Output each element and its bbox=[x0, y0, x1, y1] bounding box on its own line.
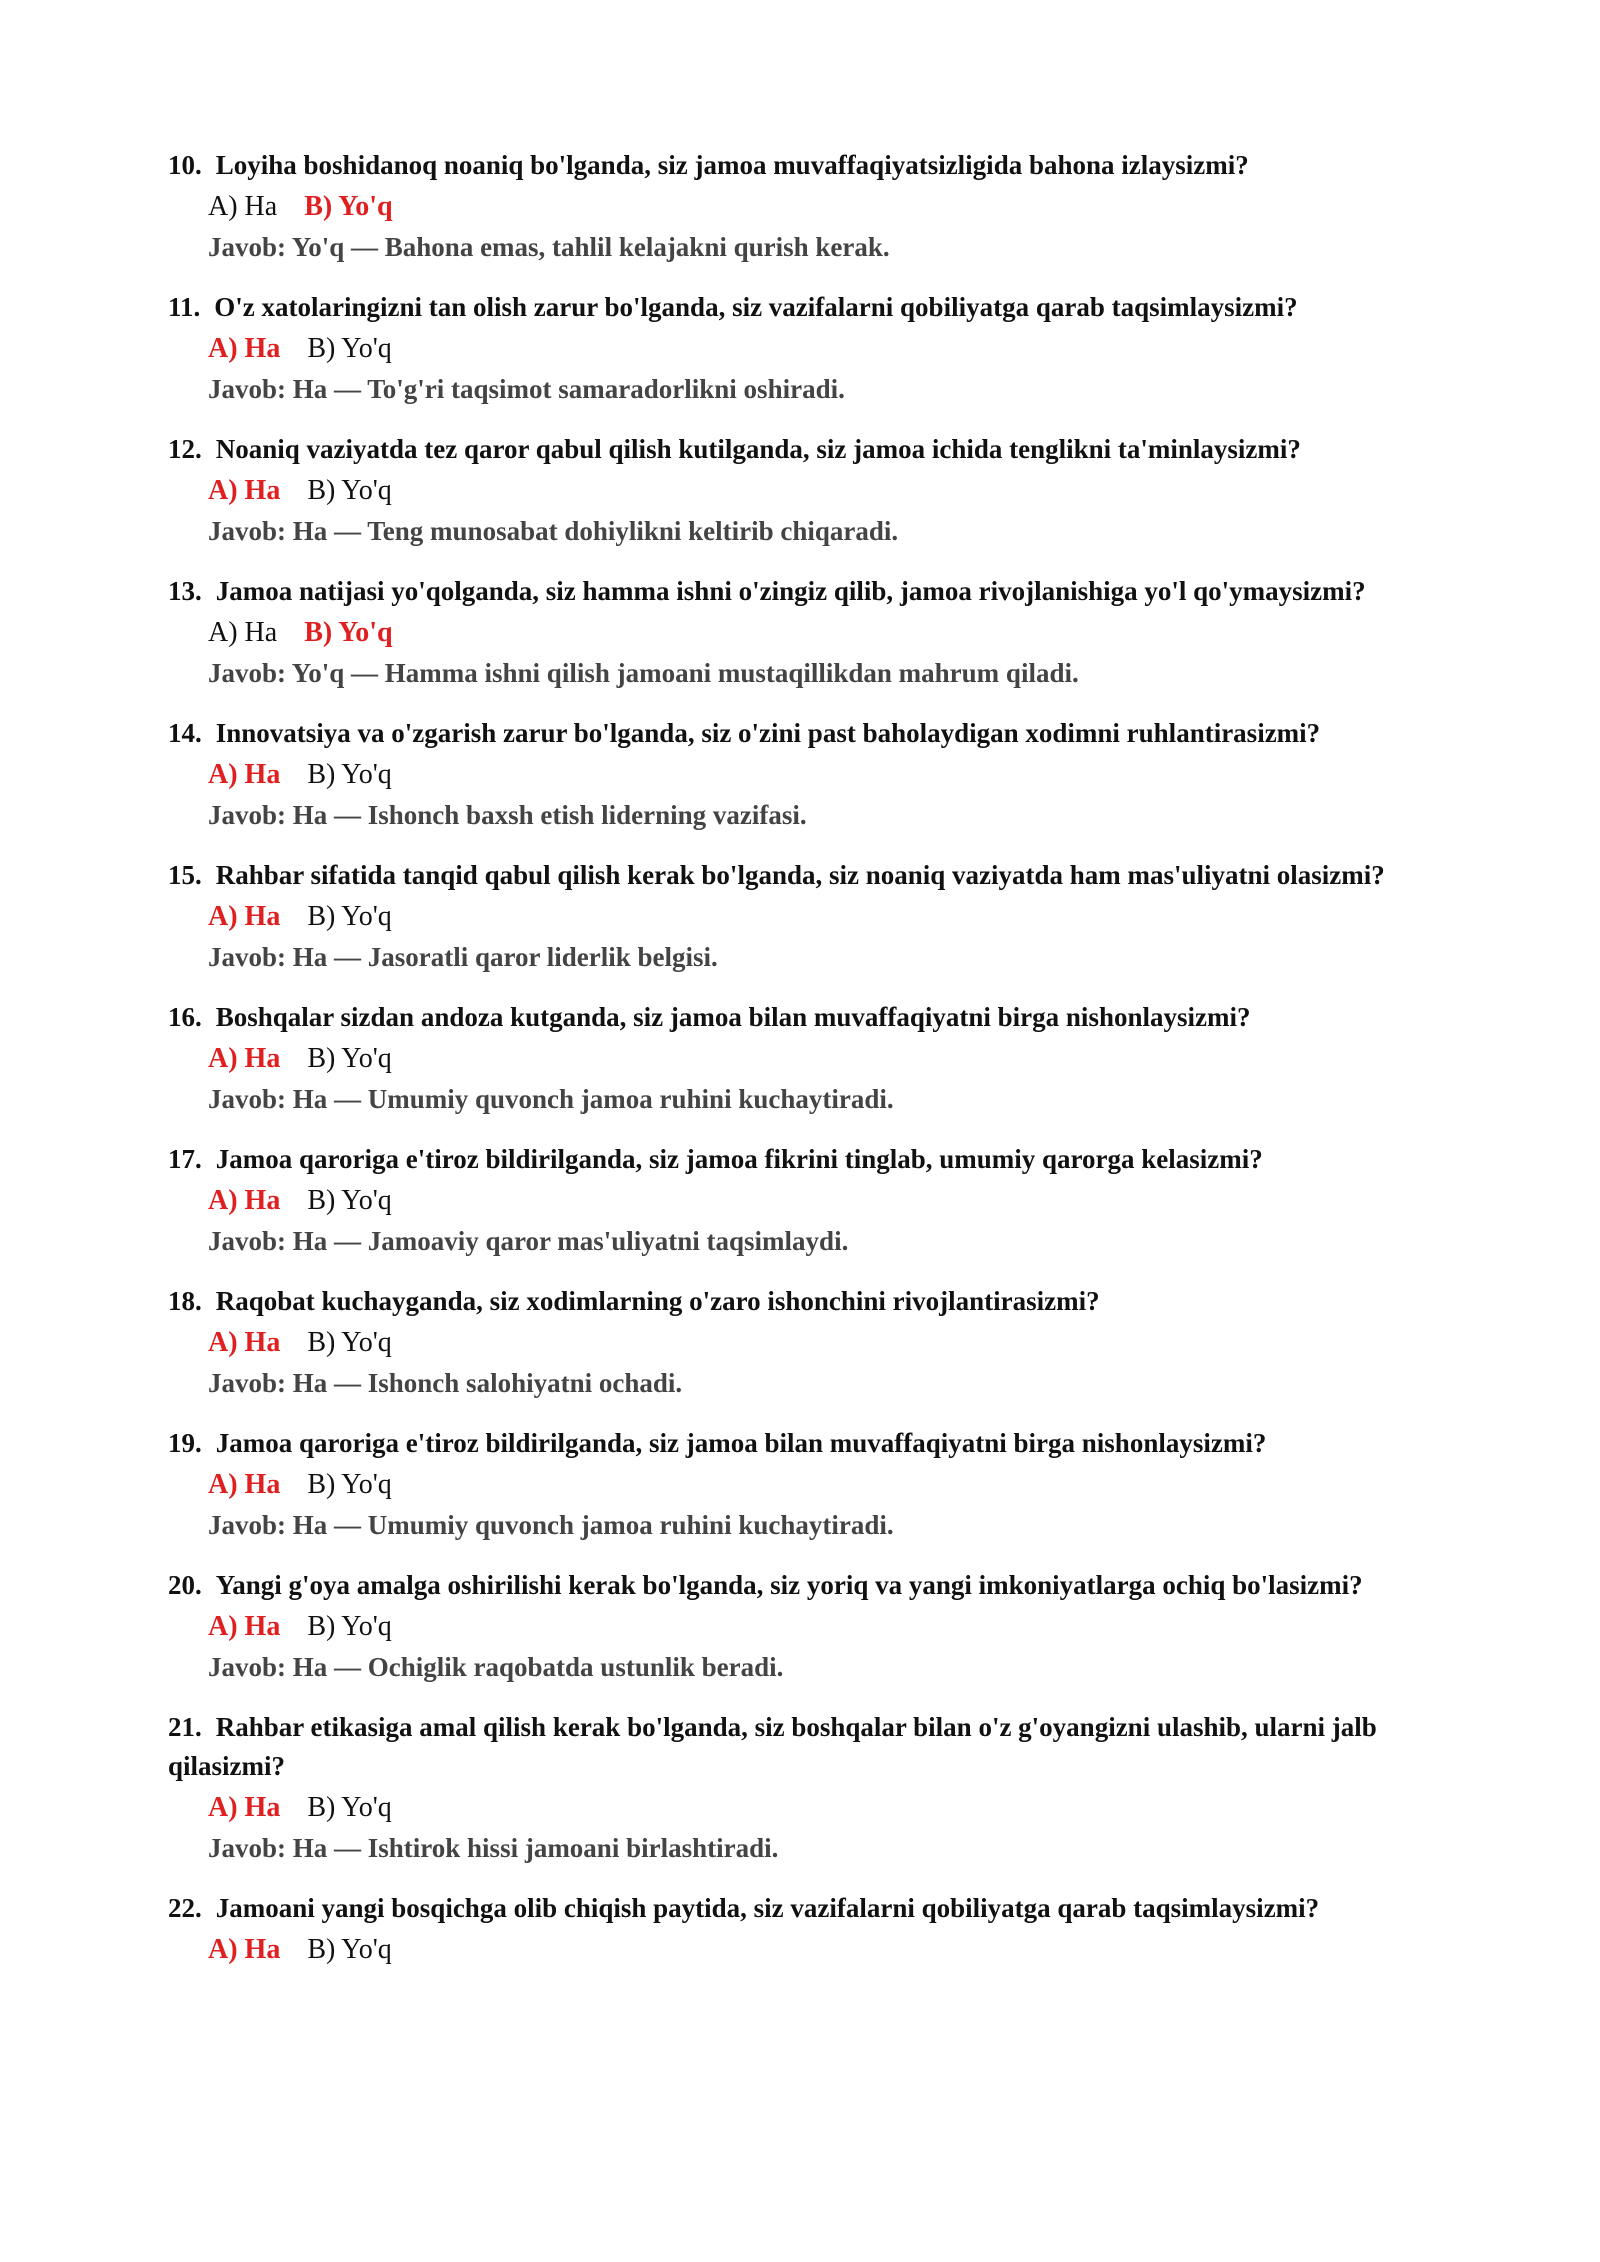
question-text bbox=[168, 288, 1468, 327]
option-a: A) Ha bbox=[208, 191, 278, 222]
option-a: A) Ha bbox=[208, 1792, 281, 1823]
answer-text: Javob: Ha — Jasoratli qaror liderlik belgisi. bbox=[208, 942, 718, 972]
options-row bbox=[168, 612, 1468, 653]
answer-text: Javob: Ha — Jamoaviy qaror mas'uliyatni taqsimlaydi. bbox=[208, 1226, 849, 1256]
question-17 bbox=[168, 1140, 1468, 1262]
option-b: B) Yo'q bbox=[307, 759, 392, 790]
question-body: Jamoa natijasi yo'qolganda, siz hamma ishni o'zingiz qilib, jamoa rivojlanishiga yo'l qo'ymaysizmi? bbox=[215, 576, 1366, 606]
question-body: Loyiha boshidanoq noaniq bo'lganda, siz jamoa muvaffaqiyatsizligida bahona izlaysizmi? bbox=[215, 150, 1249, 180]
answer-text: Javob: Ha — Ishonch baxsh etish liderning vazifasi. bbox=[208, 800, 807, 830]
question-text bbox=[168, 1566, 1468, 1605]
question-body: Jamoa qaroriga e'tiroz bildirilganda, siz jamoa fikrini tinglab, umumiy qarorga kelasizmi? bbox=[215, 1144, 1263, 1174]
option-a: A) Ha bbox=[208, 333, 281, 364]
question-12 bbox=[168, 430, 1468, 552]
question-text bbox=[168, 572, 1468, 611]
option-b: B) Yo'q bbox=[307, 1043, 392, 1074]
question-number: 20. bbox=[168, 1570, 202, 1600]
option-a: A) Ha bbox=[208, 901, 281, 932]
question-body: Rahbar etikasiga amal qilish kerak bo'lganda, siz boshqalar bilan o'z g'oyangizni ulashib, ularni jalb qilasizmi? bbox=[168, 1712, 1377, 1781]
options-row bbox=[168, 1606, 1468, 1647]
option-b: B) Yo'q bbox=[307, 1792, 392, 1823]
question-body: Innovatsiya va o'zgarish zarur bo'lganda, siz o'zini past baholaydigan xodimni ruhlantirasizmi? bbox=[215, 718, 1321, 748]
option-a: A) Ha bbox=[208, 617, 278, 648]
question-text bbox=[168, 1424, 1468, 1463]
options-row bbox=[168, 1322, 1468, 1363]
question-19 bbox=[168, 1424, 1468, 1546]
option-b: B) Yo'q bbox=[307, 333, 392, 364]
answer-text: Javob: Yo'q — Hamma ishni qilish jamoani mustaqillikdan mahrum qiladi. bbox=[208, 658, 1079, 688]
option-b: B) Yo'q bbox=[307, 1185, 392, 1216]
options-row bbox=[168, 1464, 1468, 1505]
question-text bbox=[168, 430, 1468, 469]
option-b: B) Yo'q bbox=[307, 475, 392, 506]
question-number: 12. bbox=[168, 434, 202, 464]
question-number: 17. bbox=[168, 1144, 202, 1174]
option-b: B) Yo'q bbox=[304, 617, 393, 648]
options-row bbox=[168, 754, 1468, 795]
question-number: 10. bbox=[168, 150, 202, 180]
question-21 bbox=[168, 1708, 1468, 1869]
option-b: B) Yo'q bbox=[307, 1611, 392, 1642]
question-body: Rahbar sifatida tanqid qabul qilish kerak bo'lganda, siz noaniq vaziyatda ham mas'uliyatni olasizmi? bbox=[215, 860, 1385, 890]
options-row bbox=[168, 896, 1468, 937]
options-row bbox=[168, 328, 1468, 369]
question-body: Boshqalar sizdan andoza kutganda, siz jamoa bilan muvaffaqiyatni birga nishonlaysizmi? bbox=[215, 1002, 1251, 1032]
answer-text: Javob: Ha — Ishonch salohiyatni ochadi. bbox=[208, 1368, 683, 1398]
option-a: A) Ha bbox=[208, 475, 281, 506]
answer-text: Javob: Yo'q — Bahona emas, tahlil kelajakni qurish kerak. bbox=[208, 232, 890, 262]
question-body: O'z xatolaringizni tan olish zarur bo'lganda, siz vazifalarni qobiliyatga qarab taqsimlaysizmi? bbox=[214, 292, 1298, 322]
option-b: B) Yo'q bbox=[307, 1327, 392, 1358]
question-10 bbox=[168, 146, 1468, 268]
options-row bbox=[168, 470, 1468, 511]
question-11 bbox=[168, 288, 1468, 410]
question-number: 15. bbox=[168, 860, 202, 890]
question-number: 14. bbox=[168, 718, 202, 748]
options-row bbox=[168, 1180, 1468, 1221]
question-body: Jamoa qaroriga e'tiroz bildirilganda, siz jamoa bilan muvaffaqiyatni birga nishonlaysizmi? bbox=[215, 1428, 1267, 1458]
option-b: B) Yo'q bbox=[307, 1934, 392, 1965]
question-15 bbox=[168, 856, 1468, 978]
answer-text: Javob: Ha — Teng munosabat dohiylikni keltirib chiqaradi. bbox=[208, 516, 899, 546]
question-text bbox=[168, 1708, 1468, 1786]
question-number: 21. bbox=[168, 1712, 202, 1742]
question-number: 11. bbox=[168, 292, 201, 322]
answer-text: Javob: Ha — Umumiy quvonch jamoa ruhini kuchaytiradi. bbox=[208, 1084, 894, 1114]
options-row bbox=[168, 1038, 1468, 1079]
question-text bbox=[168, 714, 1468, 753]
option-b: B) Yo'q bbox=[307, 1469, 392, 1500]
question-18 bbox=[168, 1282, 1468, 1404]
question-body: Yangi g'oya amalga oshirilishi kerak bo'lganda, siz yoriq va yangi imkoniyatlarga ochiq bo'lasizmi? bbox=[215, 1570, 1363, 1600]
question-number: 22. bbox=[168, 1893, 202, 1923]
question-number: 19. bbox=[168, 1428, 202, 1458]
question-20 bbox=[168, 1566, 1468, 1688]
document-page bbox=[168, 146, 1468, 1990]
question-22 bbox=[168, 1889, 1468, 1970]
question-text bbox=[168, 856, 1468, 895]
question-number: 13. bbox=[168, 576, 202, 606]
option-b: B) Yo'q bbox=[304, 191, 393, 222]
question-number: 18. bbox=[168, 1286, 202, 1316]
option-a: A) Ha bbox=[208, 1934, 281, 1965]
question-number: 16. bbox=[168, 1002, 202, 1032]
option-a: A) Ha bbox=[208, 1185, 281, 1216]
option-b: B) Yo'q bbox=[307, 901, 392, 932]
answer-text: Javob: Ha — Ochiglik raqobatda ustunlik beradi. bbox=[208, 1652, 784, 1682]
answer-text: Javob: Ha — To'g'ri taqsimot samaradorlikni oshiradi. bbox=[208, 374, 845, 404]
question-14 bbox=[168, 714, 1468, 836]
question-text bbox=[168, 1889, 1468, 1928]
question-13 bbox=[168, 572, 1468, 694]
question-text bbox=[168, 146, 1468, 185]
option-a: A) Ha bbox=[208, 1327, 281, 1358]
question-body: Noaniq vaziyatda tez qaror qabul qilish kutilganda, siz jamoa ichida tenglikni ta'minlaysizmi? bbox=[215, 434, 1301, 464]
options-row bbox=[168, 1787, 1468, 1828]
options-row bbox=[168, 1929, 1468, 1970]
question-16 bbox=[168, 998, 1468, 1120]
option-a: A) Ha bbox=[208, 1043, 281, 1074]
answer-text: Javob: Ha — Umumiy quvonch jamoa ruhini kuchaytiradi. bbox=[208, 1510, 894, 1540]
question-text bbox=[168, 1282, 1468, 1321]
options-row bbox=[168, 186, 1468, 227]
answer-text: Javob: Ha — Ishtirok hissi jamoani birlashtiradi. bbox=[208, 1833, 779, 1863]
question-text bbox=[168, 1140, 1468, 1179]
option-a: A) Ha bbox=[208, 1469, 281, 1500]
question-body: Jamoani yangi bosqichga olib chiqish paytida, siz vazifalarni qobiliyatga qarab taqsimlaysizmi? bbox=[215, 1893, 1320, 1923]
question-body: Raqobat kuchayganda, siz xodimlarning o'zaro ishonchini rivojlantirasizmi? bbox=[215, 1286, 1100, 1316]
option-a: A) Ha bbox=[208, 1611, 281, 1642]
question-text bbox=[168, 998, 1468, 1037]
option-a: A) Ha bbox=[208, 759, 281, 790]
